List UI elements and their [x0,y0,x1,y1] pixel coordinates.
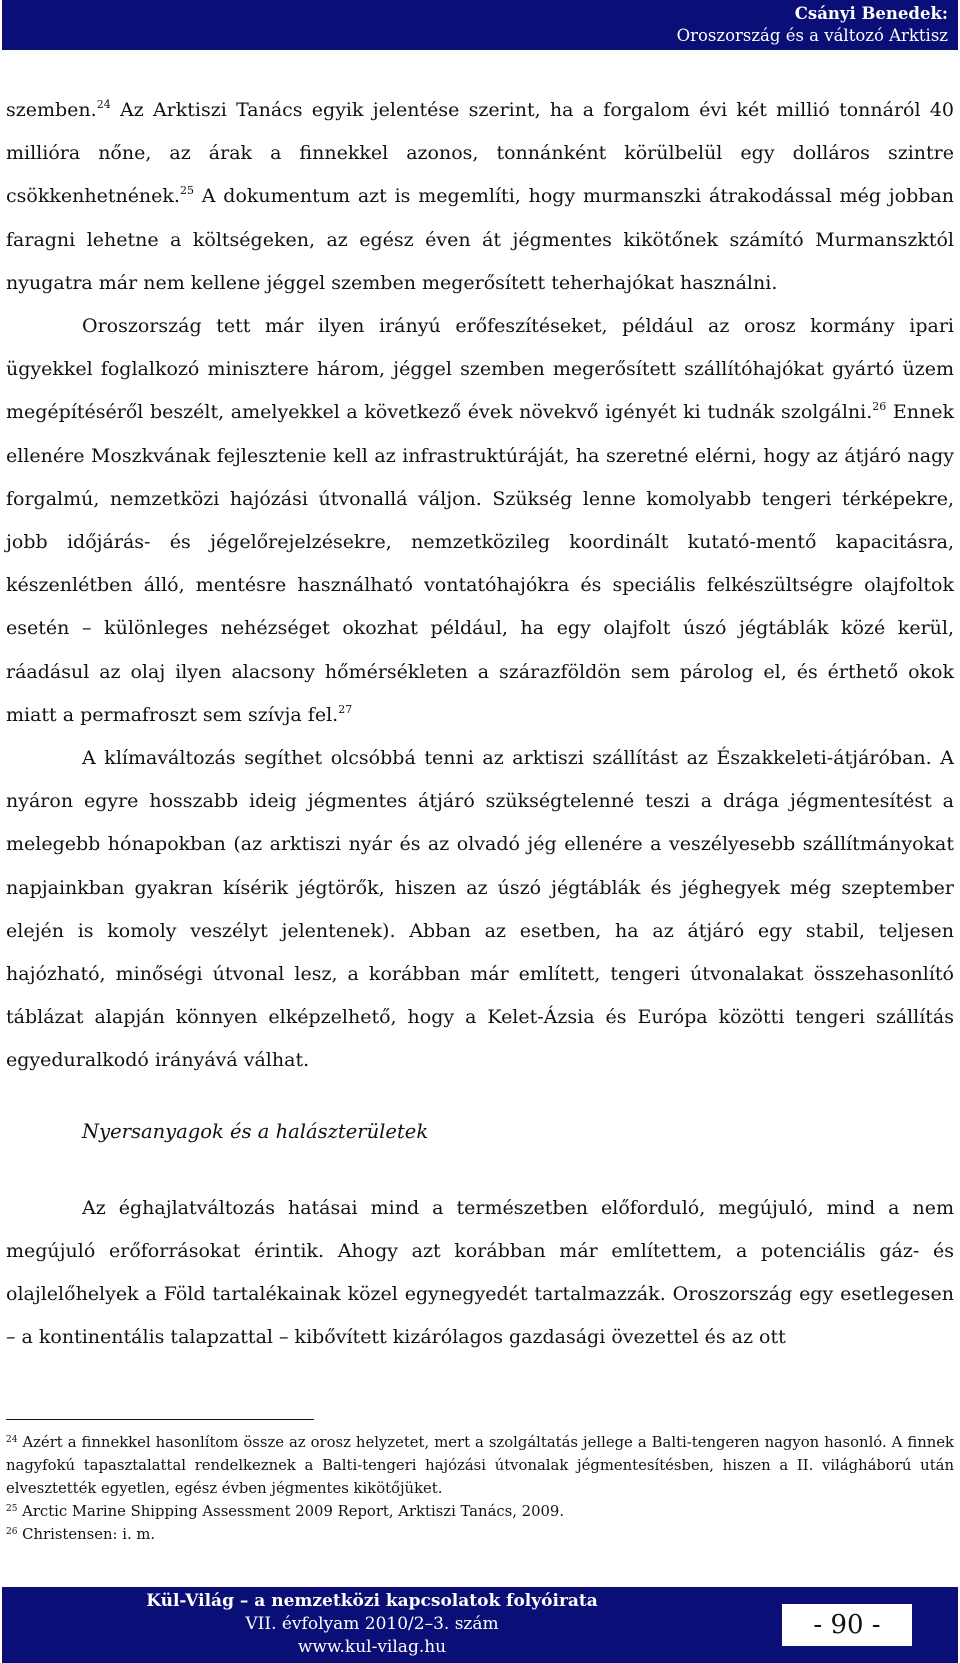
footnote-text: Arctic Marine Shipping Assessment 2009 Report, Arktiszi Tanács, 2009. [17,1503,565,1520]
header-title: Oroszország és a változó Arktisz [676,26,948,45]
paragraph-1-text-b: Az Arktiszi Tanács egyik jelentése szerint, ha a forgalom évi két millió tonnáról 40 millióra nőne, az árak a finnekkel azonos, tonnánként körülbelül egy dolláros szintre csökkenhetnének. [6,99,954,208]
footnote-number: 26 [6,1527,18,1537]
page-header [2,0,958,50]
footnote-divider [6,1419,314,1420]
paragraph-2-text-a: Oroszország tett már ilyen irányú erőfeszítéseket, például az orosz kormány ipari ügyekkel foglalkozó minisztere három, jéggel szemben megerősített szállítóhajókat gyártó üzem megépítéséről beszélt, amelyekkel a következő évek növekvő igényét ki tudnák szolgálni. [6,315,954,424]
footnote-ref-26: 26 [872,400,887,414]
header-author: Csányi Benedek: [794,4,948,23]
footnote-24 [6,1431,954,1500]
journal-name: Kül-Világ – a nemzetközi kapcsolatok folyóirata [146,1591,598,1611]
footnotes [6,1431,954,1546]
footnote-25 [6,1500,954,1523]
footnote-number: 25 [6,1504,18,1514]
paragraph-1-text-a: szemben. [6,99,97,121]
footnote-ref-24: 24 [96,98,111,111]
paragraph-3: A klímaváltozás segíthet olcsóbbá tenni az arktiszi szállítást az Északkeleti-átjáróban. A nyáron egyre hosszabb ideig jégmentes átjáró szükségtelenné teszi a drága jégmentesítést a melegebb hónapokban (az arktiszi nyár és az olvadó jég ellenére a veszélyesebb szállítmányokat napjainkban gyakran kísérik jégtörők, hiszen az úszó jégtáblák és jéghegyek még szeptember elején is komoly veszélyt jelentenek). Abban az esetben, ha az átjáró egy stabil, teljesen hajózható, minőségi útvonal lesz, a korábban már említett, tengeri útvonalakat összehasonlító táblázat alapján könnyen elképzelhető, hogy a Kelet-Ázsia és Európa közötti tengeri szállítás egyeduralkodó irányává válhat. [6,747,954,1072]
page-number: - 90 - [782,1604,912,1646]
footnote-ref-27: 27 [338,702,353,716]
page-footer [2,1587,958,1663]
section-heading: Nyersanyagok és a halászterületek [82,1119,429,1143]
paragraph-4: Az éghajlatváltozás hatásai mind a természetben előforduló, megújuló, mind a nem megújuló erőforrásokat érintik. Ahogy azt korábban már említettem, a potenciális gáz- és olajlelőhelyek a Föld tartalékainak közel egynegyedét tartalmazzák. Oroszország egy esetlegesen – a kontinentális talapzattal – kibővített kizárólagos gazdasági övezettel és az ott [6,1196,954,1349]
publication-info [112,1590,632,1659]
main-text [6,89,954,1359]
journal-website: www.kul-vilag.hu [297,1637,447,1657]
footnote-text: Azért a finnekkel hasonlítom össze az orosz helyzetet, mert a szolgáltatás jellege a Balti-tengeren nagyon hasonló. A finnek nagyfokú tapasztalattal rendelkeznek a Balti-tengeri hajózási útvonalak jégmentesítésben, hiszen a II. világháború után elvesztették egyetlen, egész évben jégmentes kikötőjüket. [6,1434,954,1497]
footnote-text: Christensen: i. m. [17,1526,156,1543]
footnote-ref-25: 25 [179,184,194,198]
journal-issue: VII. évfolyam 2010/2–3. szám [245,1614,499,1634]
paragraph-1-text-c: A dokumentum azt is megemlíti, hogy murmanszki átrakodással még jobban faragni lehetne a költségeken, az egész éven át jégmentes kikötőnek számító Murmanszktól nyugatra már nem kellene jéggel szemben megerősített teherhajókat használni. [6,185,954,294]
paragraph-2-text-b: Ennek ellenére Moszkvának fejlesztenie kell az infrastruktúráját, ha szeretné elérni, hogy az átjáró nagy forgalmú, nemzetközi hajózási útvonallá váljon. Szükség lenne komolyabb tengeri térképekre, jobb időjárás- és jégelőrejelzésekre, nemzetközileg koordinált kutató-mentő kapacitásra, készenlétben álló, mentésre használható vontatóhajókra és speciális felkészültségre olajfoltok esetén – különleges nehézséget okozhat például, ha egy olajfolt úszó jégtáblák közé kerül, ráadásul az olaj ilyen alacsony hőmérsékleten a szárazföldön sem párolog el, és érthető okok miatt a permafroszt sem szívja fel. [6,401,954,726]
footnote-number: 24 [6,1435,18,1445]
paragraph-1 [6,89,954,305]
paragraph-2 [6,305,954,737]
footnote-26 [6,1523,954,1546]
